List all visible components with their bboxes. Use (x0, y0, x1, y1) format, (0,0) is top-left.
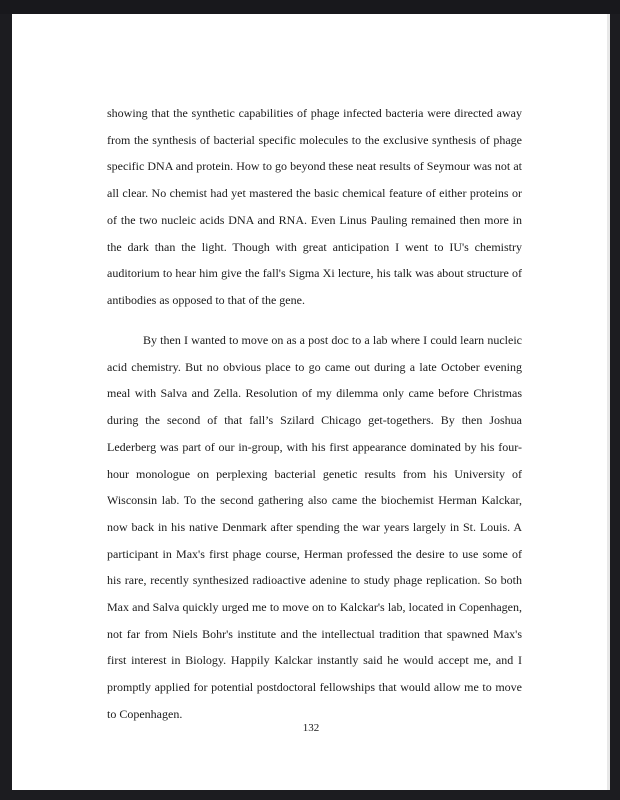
paragraph-1: showing that the synthetic capabilities of phage infected bacteria were directed away from the synthesis of bacterial specific molecules to the exclusive synthesis of phage specific DNA and protein. How to go beyond these neat results of Seymour was not at all clear. No chemist had yet mastered the basic chemical feature of either proteins or of the two nucleic acids DNA and RNA. Even Linus Pauling remained then more in the dark than the light. Though with great anticipation I went to IU's chemistry auditorium to hear him give the fall's Sigma Xi lecture, his talk was about structure of antibodies as opposed to that of the gene. (107, 106, 522, 307)
page-number: 132 (302, 722, 320, 734)
paragraph-2: By then I wanted to move on as a post doc to a lab where I could learn nucleic acid chemistry. But no obvious place to go came out during a late October evening meal with Salva and Zella. Resolution of my dilemma only came before Christmas during the second of that fall’s Szilard Chicago get-togethers. By then Joshua Lederberg was part of our in-group, with his first appearance dominated by his four-hour monologue on perplexing bacterial genetic results from his University of Wisconsin lab. To the second gathering also came the biochemist Herman Kalckar, now back in his native Denmark after spending the war years largely in St. Louis. A participant in Max's first phage course, Herman professed the desire to use some of his rare, recently synthesized radioactive adenine to study phage replication. So both Max and Salva quickly urged me to move on to Kalckar's lab, located in Copenhagen, not far from Niels Bohr's institute and the intellectual tradition that spawned Max's first interest in Biology. Happily Kalckar instantly said he would accept me, and I promptly applied for potential postdoctoral fellowships that would allow me to move to Copenhagen. (107, 333, 522, 721)
scan-border (0, 0, 620, 14)
document-page (12, 14, 610, 790)
